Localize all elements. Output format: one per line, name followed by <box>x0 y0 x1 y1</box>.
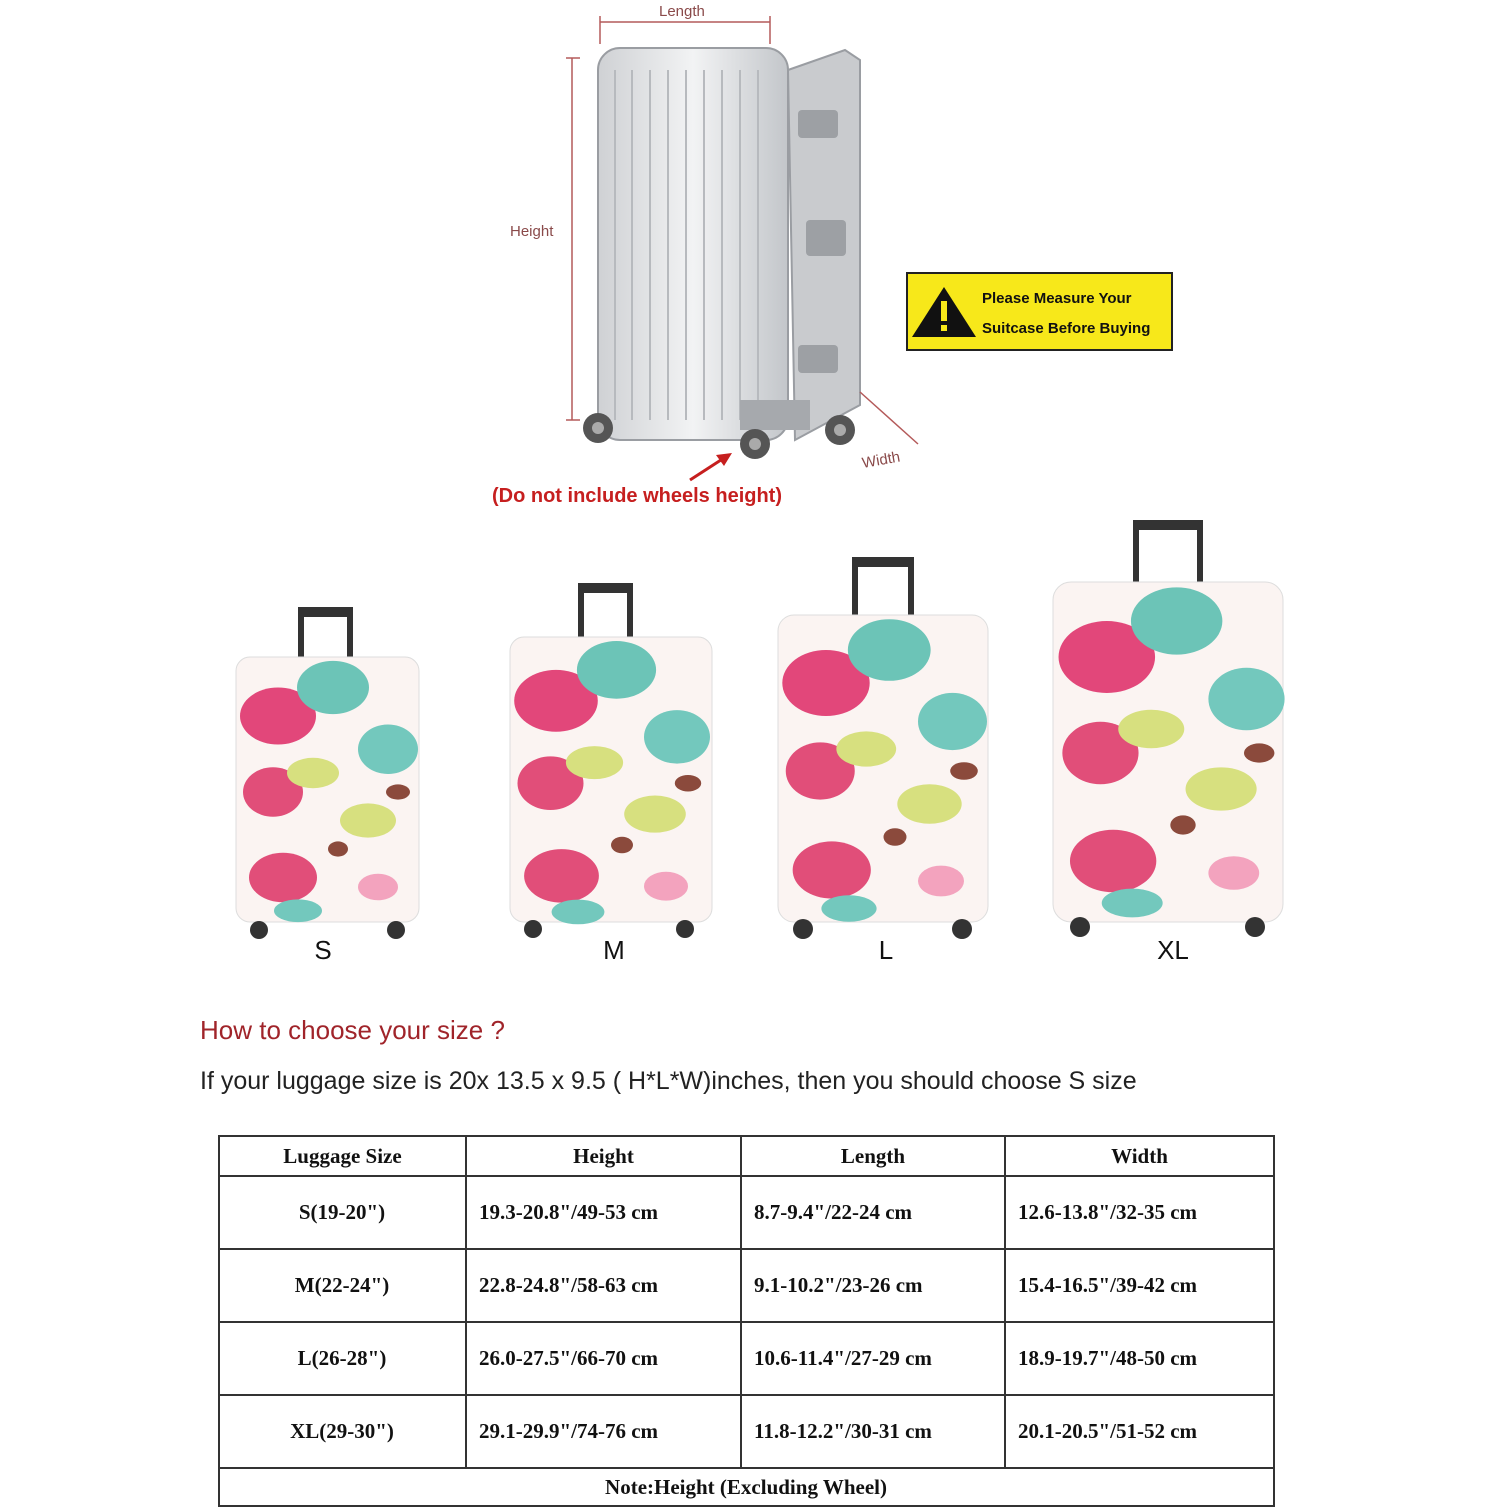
length-label: Length <box>659 3 705 20</box>
cell-length: 10.6-11.4"/27-29 cm <box>741 1322 1005 1395</box>
size-guide-example: If your luggage size is 20x 13.5 x 9.5 ( H*L*W)inches, then you should choose S size <box>200 1067 1137 1095</box>
cell-height: 29.1-29.9"/74-76 cm <box>466 1395 741 1468</box>
cell-height: 26.0-27.5"/66-70 cm <box>466 1322 741 1395</box>
suitcase-measurement-diagram <box>0 0 1500 520</box>
table-note: Note:Height (Excluding Wheel) <box>219 1468 1274 1506</box>
cell-width: 18.9-19.7"/48-50 cm <box>1005 1322 1274 1395</box>
table-row <box>219 1395 1274 1468</box>
cover-m <box>510 583 712 938</box>
cell-length: 8.7-9.4"/22-24 cm <box>741 1176 1005 1249</box>
cell-size: S(19-20") <box>219 1176 466 1249</box>
table-row <box>219 1176 1274 1249</box>
cell-height: 19.3-20.8"/49-53 cm <box>466 1176 741 1249</box>
cover-l <box>778 557 988 939</box>
wheels-note: (Do not include wheels height) <box>492 485 782 507</box>
table-header-row <box>219 1136 1274 1176</box>
size-label-s: S <box>314 935 332 965</box>
header-luggage-size: Luggage Size <box>219 1136 466 1176</box>
cell-height: 22.8-24.8"/58-63 cm <box>466 1249 741 1322</box>
size-label-l: L <box>878 935 894 965</box>
cell-size: XL(29-30") <box>219 1395 466 1468</box>
size-covers <box>0 515 1500 945</box>
wheels-arrow <box>690 453 732 480</box>
cell-width: 20.1-20.5"/51-52 cm <box>1005 1395 1274 1468</box>
header-height: Height <box>466 1136 741 1176</box>
cover-s <box>236 607 419 939</box>
cell-width: 12.6-13.8"/32-35 cm <box>1005 1176 1274 1249</box>
warning-box <box>907 273 1172 350</box>
cell-size: L(26-28") <box>219 1322 466 1395</box>
header-length: Length <box>741 1136 1005 1176</box>
table-note-row <box>219 1468 1274 1506</box>
header-width: Width <box>1005 1136 1274 1176</box>
size-label-m: M <box>603 935 625 965</box>
cell-length: 9.1-10.2"/23-26 cm <box>741 1249 1005 1322</box>
size-guide-title: How to choose your size ? <box>200 1015 505 1045</box>
table-row <box>219 1249 1274 1322</box>
suitcase-illustration <box>583 48 860 459</box>
size-label-xl: XL <box>1157 935 1189 965</box>
height-label: Height <box>510 223 554 240</box>
cell-width: 15.4-16.5"/39-42 cm <box>1005 1249 1274 1322</box>
cover-xl <box>1053 520 1285 937</box>
table-row <box>219 1322 1274 1395</box>
cell-length: 11.8-12.2"/30-31 cm <box>741 1395 1005 1468</box>
warning-line-2: Suitcase Before Buying <box>982 320 1151 337</box>
size-chart-table <box>218 1135 1275 1507</box>
cell-size: M(22-24") <box>219 1249 466 1322</box>
width-label: Width <box>860 448 902 472</box>
warning-line-1: Please Measure Your <box>982 290 1132 307</box>
